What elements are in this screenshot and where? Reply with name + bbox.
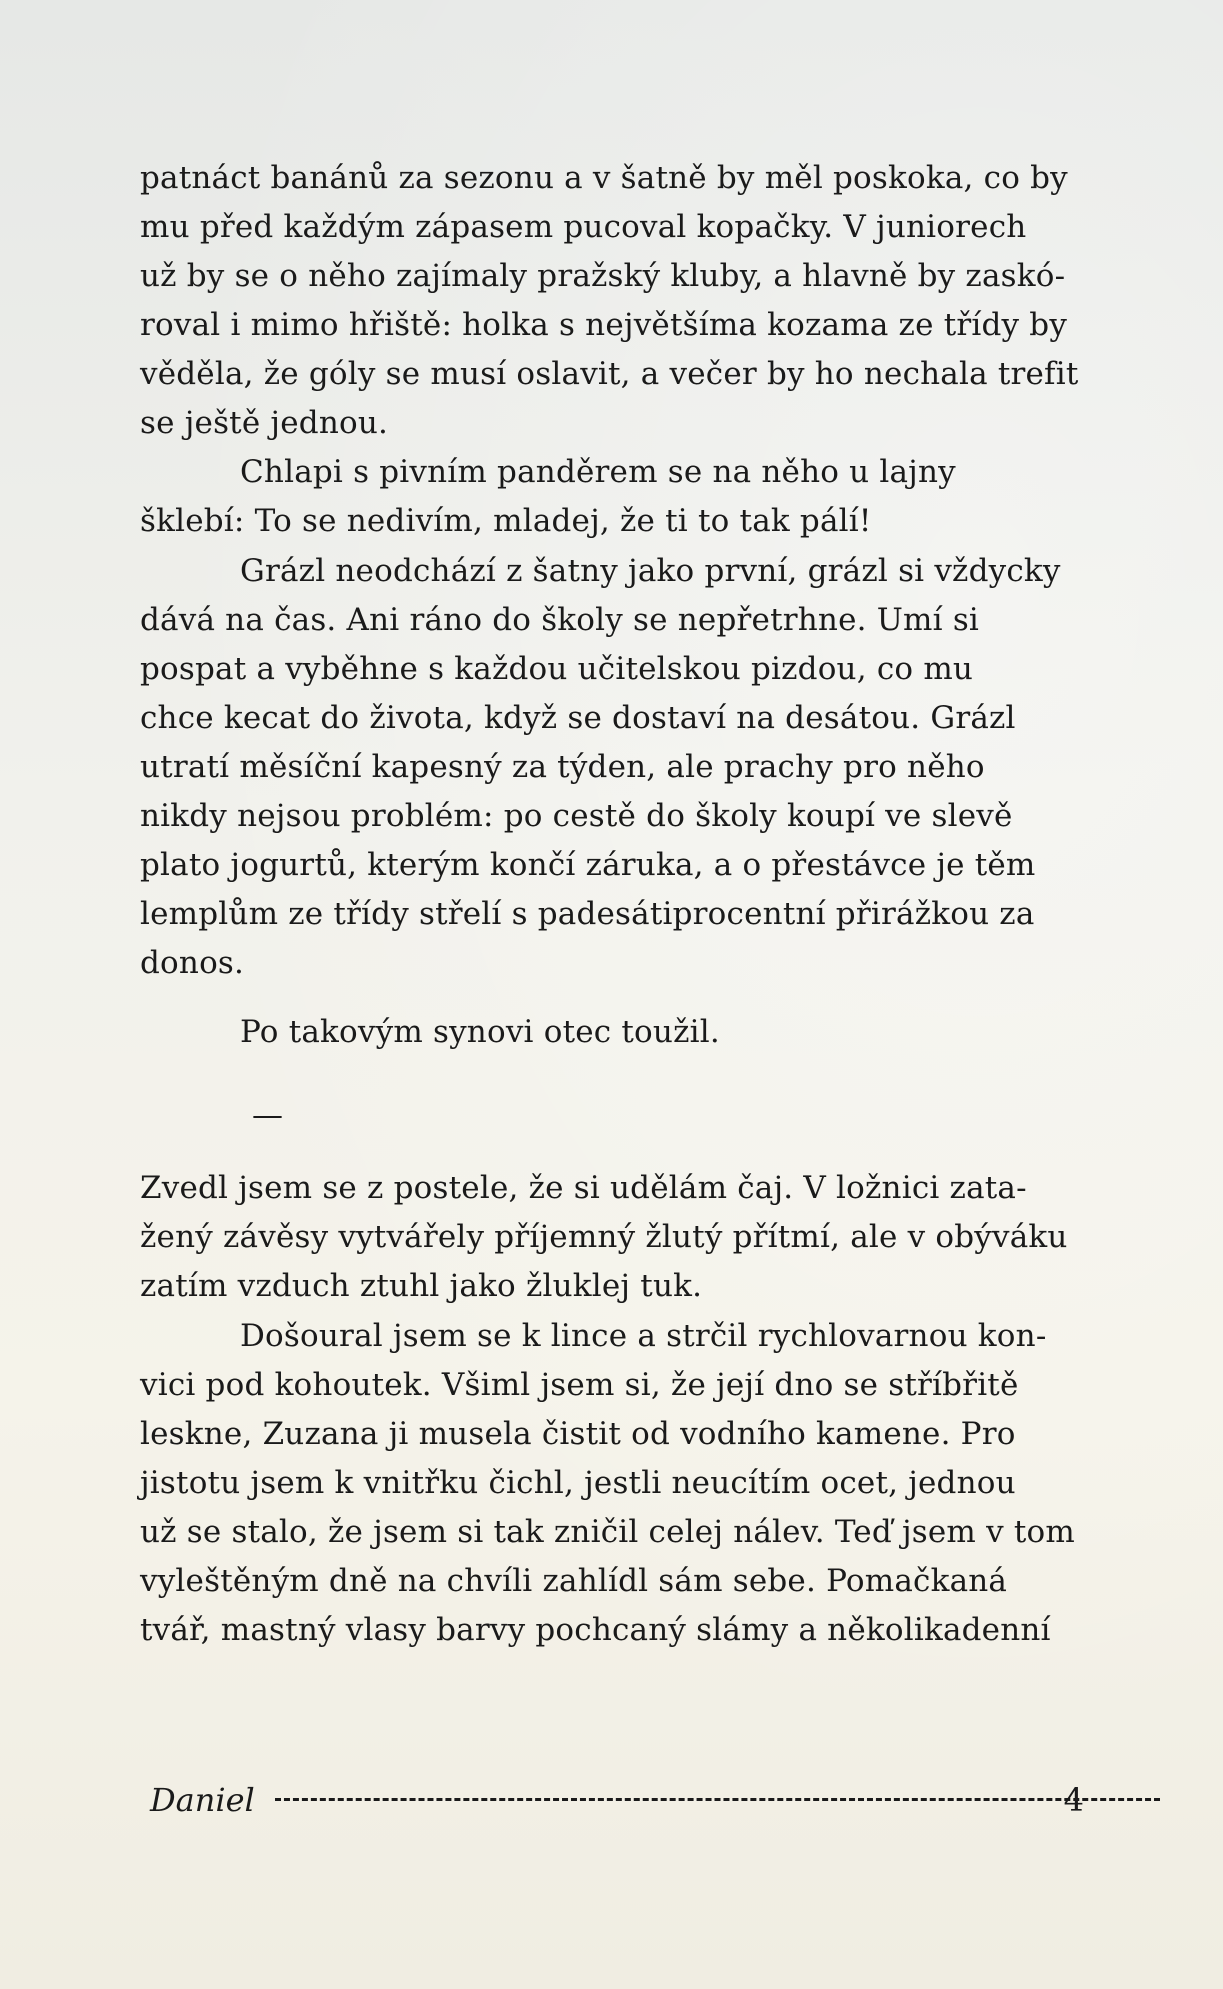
text-line: leskne, Zuzana ji musela čistit od vodního kamene. Pro	[140, 1416, 1016, 1452]
text-line: šklebí: To se nedivím, mladej, že ti to tak pálí!	[140, 503, 872, 539]
text-line: nikdy nejsou problém: po cestě do školy koupí ve slevě	[140, 798, 1013, 834]
text-line: Grázl neodchází z šatny jako první, grázl si vždycky	[240, 553, 1061, 589]
text-line: zatím vzduch ztuhl jako žluklej tuk.	[140, 1268, 703, 1304]
text-line: věděla, že góly se musí oslavit, a večer by ho nechala trefit	[140, 356, 1079, 392]
text-line: vici pod kohoutek. Všiml jsem si, že její dno se stříbřitě	[140, 1367, 1019, 1403]
footer-author: Daniel	[150, 1781, 255, 1819]
text-line: chce kecat do života, když se dostaví na desátou. Grázl	[140, 700, 1016, 736]
page-number: 4	[1063, 1781, 1084, 1819]
text-line: utratí měsíční kapesný za týden, ale prachy pro něho	[140, 749, 985, 785]
text-line: Po takovým synovi otec toužil.	[240, 1014, 720, 1050]
text-line: vyleštěným dně na chvíli zahlídl sám sebe. Pomačkaná	[140, 1563, 1008, 1599]
section-break-dash: —	[252, 1097, 283, 1133]
page-footer	[150, 1778, 1084, 1822]
text-line: dává na čas. Ani ráno do školy se nepřetrhne. Umí si	[140, 602, 980, 638]
text-line: donos.	[140, 945, 245, 981]
text-line: roval i mimo hřiště: holka s největšíma kozama ze třídy by	[140, 307, 1068, 343]
text-line: lemplům ze třídy střelí s padesátiprocentní přirážkou za	[140, 896, 1035, 932]
text-line: se ještě jednou.	[140, 405, 389, 441]
text-line: pospat a vyběhne s každou učitelskou pizdou, co mu	[140, 651, 974, 687]
text-line: Chlapi s pivním panděrem se na něho u lajny	[240, 454, 956, 490]
text-line: tvář, mastný vlasy barvy pochcaný slámy a několikadenní	[140, 1612, 1051, 1648]
text-line: už se stalo, že jsem si tak zničil celej nálev. Teď jsem v tom	[140, 1514, 1075, 1550]
text-line: Došoural jsem se k lince a strčil rychlovarnou kon-	[240, 1318, 1047, 1354]
text-line: jistotu jsem k vnitřku čichl, jestli neucítím ocet, jednou	[140, 1465, 1016, 1501]
text-line: už by se o něho zajímaly pražský kluby, a hlavně by zaskó-	[140, 258, 1066, 294]
text-line: žený závěsy vytvářely příjemný žlutý přítmí, ale v obýváku	[140, 1219, 1068, 1255]
text-line: plato jogurtů, kterým končí záruka, a o přestávce je těm	[140, 847, 1036, 883]
text-line: Zvedl jsem se z postele, že si udělám čaj. V ložnici zata-	[140, 1170, 1027, 1206]
text-line: mu před každým zápasem pucoval kopačky. V juniorech	[140, 209, 1027, 245]
text-line: patnáct banánů za sezonu a v šatně by měl poskoka, co by	[140, 160, 1068, 196]
footer-dashed-rule	[275, 1798, 1160, 1801]
